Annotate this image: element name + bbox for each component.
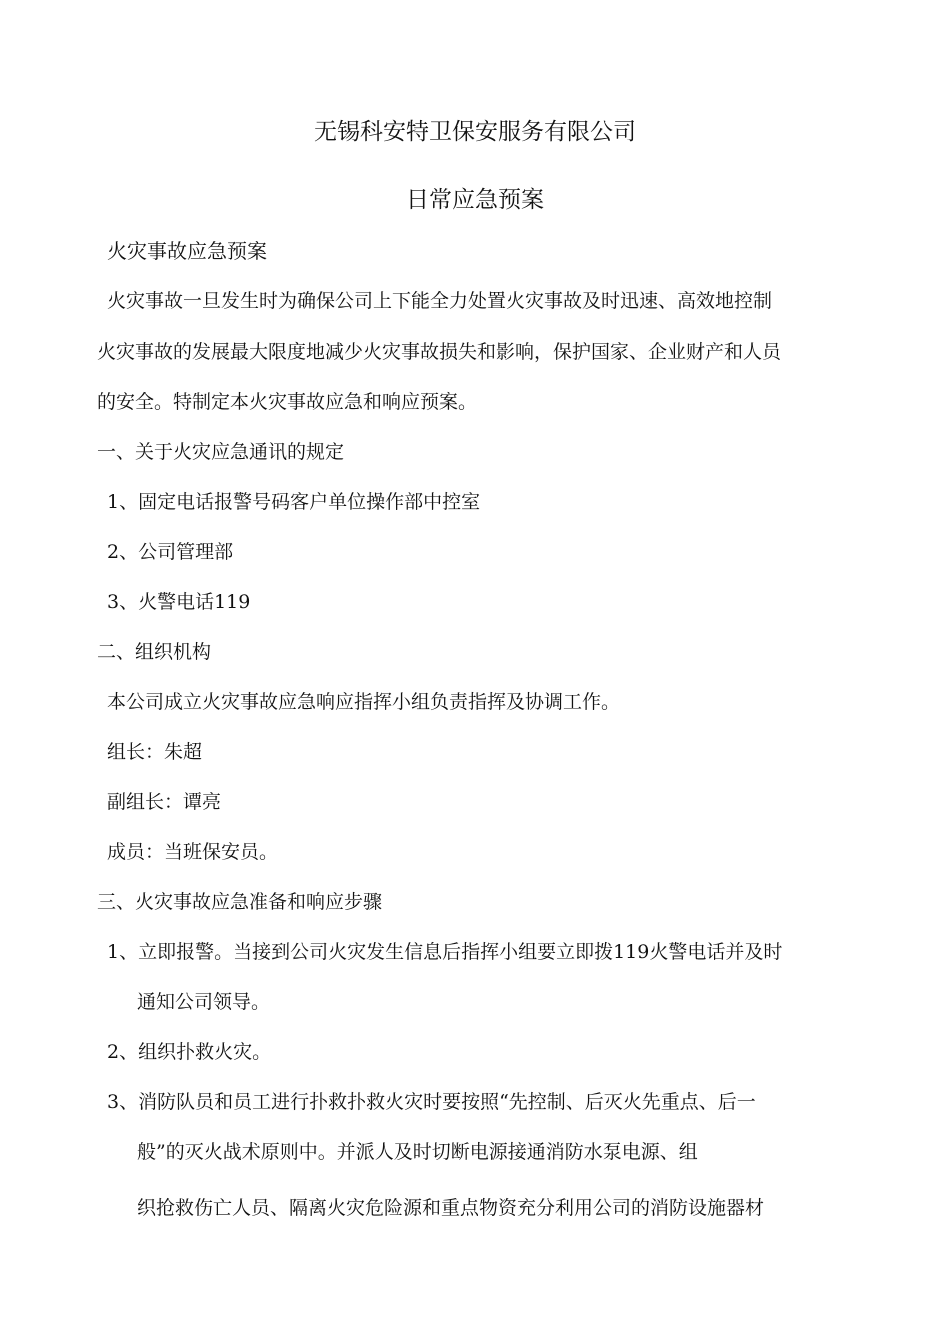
part3-step1-line-2: 通知公司领导。 <box>137 991 271 1013</box>
part3-step3-line-1: 3、消防队员和员工进行扑救扑救火灾时要按照“先控制、后灭火先重点、后一 <box>107 1091 756 1113</box>
part2-description: 本公司成立火灾事故应急响应指挥小组负责指挥及协调工作。 <box>107 691 621 713</box>
company-title: 无锡科安特卫保安服务有限公司 <box>314 119 636 145</box>
intro-line-2: 火灾事故的发展最大限度地减少火灾事故损失和影响，保护国家、企业财产和人员 <box>97 341 782 363</box>
part2-members: 成员：当班保安员。 <box>107 841 279 863</box>
part3-step3-line-2: 般”的灭火战术原则中。并派人及时切断电源接通消防水泵电源、组 <box>137 1141 698 1163</box>
part1-heading: 一、关于火灾应急通讯的规定 <box>97 441 345 463</box>
part2-leader: 组长：朱超 <box>107 741 203 763</box>
part3-step3-line-3: 织抢救伤亡人员、隔离火灾危险源和重点物资充分利用公司的消防设施器材 <box>137 1197 765 1219</box>
part3-step2: 2、组织扑救火灾。 <box>107 1041 272 1063</box>
intro-line-3: 的安全。特制定本火灾事故应急和响应预案。 <box>97 391 478 413</box>
part3-step1-line-1: 1、立即报警。当接到公司火灾发生信息后指挥小组要立即拨119火警电话并及时 <box>107 941 783 963</box>
document-title: 日常应急预案 <box>406 187 544 213</box>
intro-line-1: 火灾事故一旦发生时为确保公司上下能全力处置火灾事故及时迅速、高效地控制 <box>107 290 773 312</box>
part1-item-3: 3、火警电话119 <box>107 591 251 613</box>
part2-heading: 二、组织机构 <box>97 641 212 663</box>
part1-item-2: 2、公司管理部 <box>107 541 234 563</box>
section-heading: 火灾事故应急预案 <box>107 239 267 263</box>
part1-item-1: 1、固定电话报警号码客户单位操作部中控室 <box>107 491 481 513</box>
part3-heading: 三、火灾事故应急准备和响应步骤 <box>97 891 383 913</box>
part2-deputy: 副组长：谭亮 <box>107 791 222 813</box>
